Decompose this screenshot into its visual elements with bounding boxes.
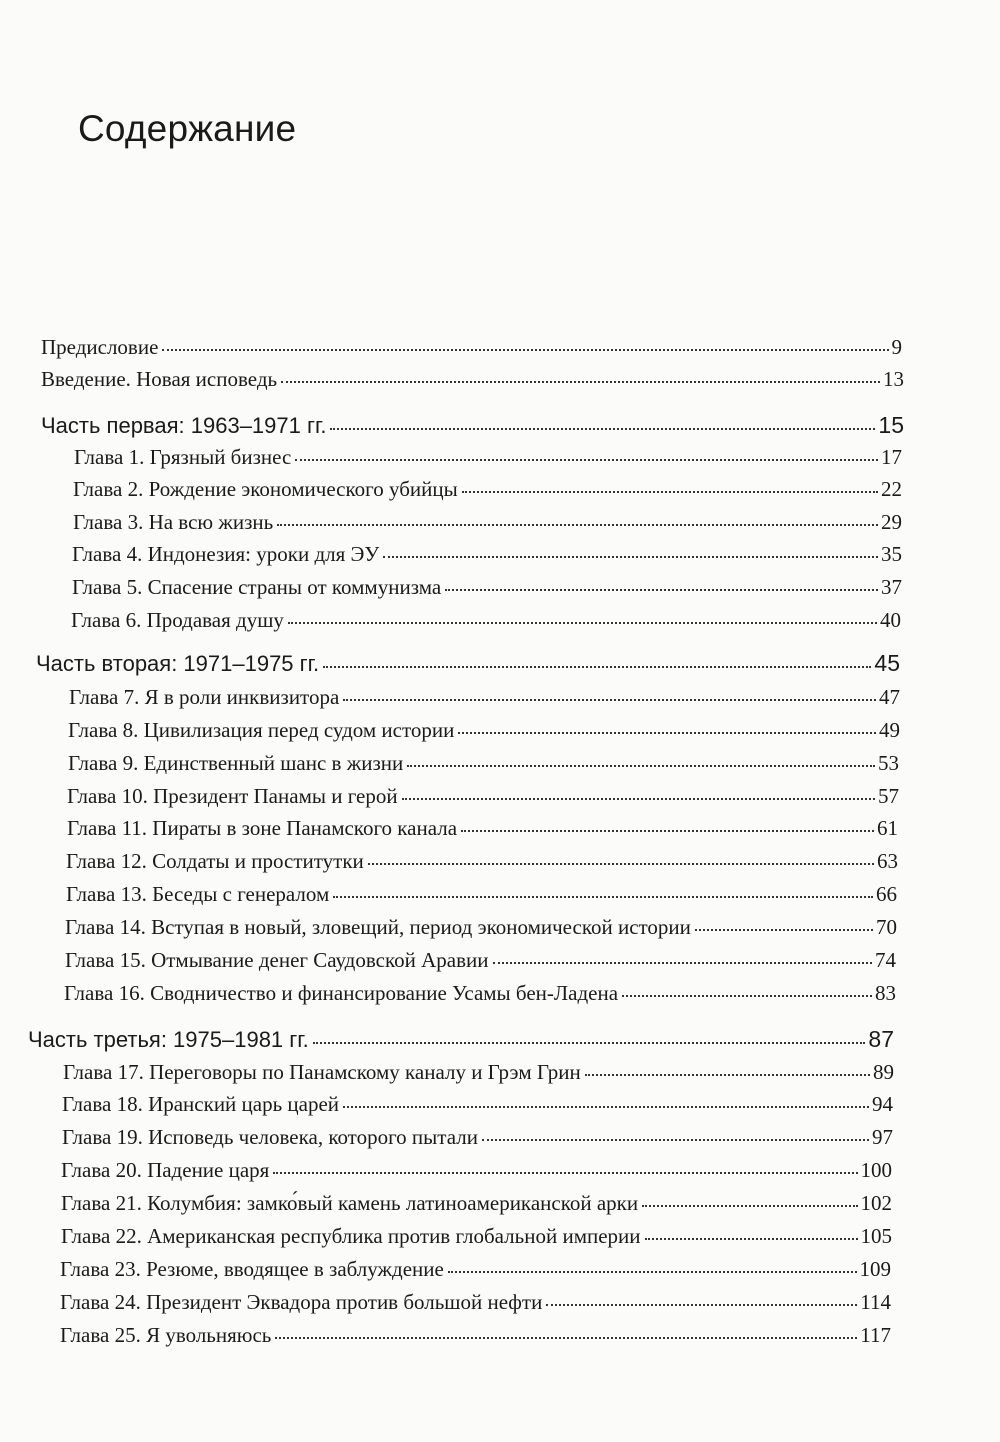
dot-leader: [458, 732, 876, 734]
toc-page-number: 102: [860, 1191, 892, 1215]
toc-page-number: 61: [877, 816, 898, 840]
toc-page-number: 57: [878, 784, 899, 808]
toc-chapter-16[interactable]: [64, 983, 896, 1004]
toc-page-number: 29: [881, 510, 902, 534]
toc-chapter-13[interactable]: [66, 884, 897, 905]
dot-leader: [313, 1042, 866, 1044]
toc-label: Глава 10. Президент Панамы и герой: [67, 784, 398, 808]
dot-leader: [448, 1271, 857, 1273]
toc-label: Глава 5. Спасение страны от коммунизма: [72, 575, 442, 599]
toc-chapter-1[interactable]: [74, 447, 902, 468]
toc-label: Глава 25. Я увольняюсь: [60, 1323, 272, 1347]
dot-leader: [281, 381, 880, 383]
toc-page-number: 105: [860, 1224, 892, 1248]
toc-label: Глава 23. Резюме, вводящее в заблуждение: [60, 1257, 444, 1281]
toc-page-number: 49: [879, 718, 900, 742]
toc-label: Глава 2. Рождение экономического убийцы: [73, 477, 458, 501]
toc-page-number: 109: [859, 1257, 891, 1281]
toc-chapter-7[interactable]: [69, 687, 900, 708]
toc-chapter-10[interactable]: [67, 786, 899, 807]
toc-page-number: 35: [881, 542, 902, 566]
dot-leader: [445, 589, 878, 591]
dot-leader: [695, 929, 873, 931]
toc-chapter-22[interactable]: [61, 1226, 892, 1247]
dot-leader: [482, 1139, 869, 1141]
toc-label: Глава 6. Продавая душу: [71, 608, 284, 632]
toc-label: Глава 11. Пираты в зоне Панамского канала: [67, 816, 458, 840]
toc-part-2[interactable]: [36, 652, 900, 675]
toc-label: Глава 16. Сводничество и финансирование Усамы бен-Ладена: [64, 981, 619, 1005]
dot-leader: [330, 428, 875, 430]
toc-page-number: 97: [872, 1125, 893, 1149]
dot-leader: [383, 556, 878, 558]
toc-label: Глава 1. Грязный бизнес: [74, 445, 292, 469]
toc-label: Часть первая: 1963–1971 гг.: [41, 413, 327, 438]
dot-leader: [273, 1172, 857, 1174]
toc-label: Глава 9. Единственный шанс в жизни: [68, 751, 404, 775]
toc-chapter-21[interactable]: [61, 1193, 892, 1214]
toc-chapter-11[interactable]: [67, 818, 898, 839]
toc-label: Предисловие: [41, 335, 159, 359]
page-title: Содержание: [78, 108, 297, 149]
toc-label: Глава 15. Отмывание денег Саудовской Аравии: [65, 948, 489, 972]
toc-chapter-23[interactable]: [60, 1259, 891, 1280]
toc-label: Глава 19. Исповедь человека, которого пытали: [62, 1125, 478, 1149]
toc-part-3[interactable]: [28, 1028, 894, 1051]
toc-page-number: 100: [860, 1158, 892, 1182]
dot-leader: [277, 524, 878, 526]
dot-leader: [622, 995, 872, 997]
toc-label: Глава 18. Иранский царь царей: [62, 1092, 340, 1116]
toc-entry-introduction[interactable]: [41, 369, 904, 390]
toc-chapter-3[interactable]: [73, 512, 902, 533]
toc-chapter-14[interactable]: [65, 917, 897, 938]
toc-page-number: 114: [860, 1290, 891, 1314]
toc-page-number: 9: [891, 335, 902, 359]
toc-chapter-19[interactable]: [62, 1127, 893, 1148]
toc-label: Глава 12. Солдаты и проститутки: [66, 849, 364, 873]
dot-leader: [462, 491, 878, 493]
dot-leader: [343, 1106, 869, 1108]
toc-page-number: 13: [883, 367, 904, 391]
toc-page-number: 89: [873, 1060, 894, 1084]
dot-leader: [323, 666, 871, 668]
toc-label: Глава 21. Колумбия: замко́вый камень латиноамериканской арки: [61, 1191, 639, 1215]
dot-leader: [585, 1074, 870, 1076]
toc-chapter-5[interactable]: [72, 577, 902, 598]
toc-label: Глава 17. Переговоры по Панамскому каналу и Грэм Грин: [63, 1060, 581, 1084]
toc-label: Глава 13. Беседы с генералом: [66, 882, 330, 906]
toc-page-number: 53: [878, 751, 899, 775]
toc-label: Часть третья: 1975–1981 гг.: [28, 1027, 309, 1052]
toc-chapter-6[interactable]: [71, 610, 901, 631]
toc-page-number: 45: [874, 650, 900, 676]
toc-chapter-8[interactable]: [68, 720, 900, 741]
toc-page-number: 15: [878, 412, 904, 438]
toc-label: Введение. Новая исповедь: [41, 367, 278, 391]
dot-leader: [407, 765, 875, 767]
dot-leader: [368, 863, 874, 865]
toc-page-number: 47: [879, 685, 900, 709]
toc-chapter-17[interactable]: [63, 1062, 894, 1083]
toc-part-1[interactable]: [41, 414, 904, 437]
toc-label: Глава 20. Падение царя: [61, 1158, 270, 1182]
toc-page-number: 70: [876, 915, 897, 939]
dot-leader: [275, 1337, 857, 1339]
dot-leader: [295, 459, 878, 461]
toc-chapter-24[interactable]: [60, 1292, 891, 1313]
toc-page-number: 22: [881, 477, 902, 501]
toc-chapter-20[interactable]: [61, 1160, 892, 1181]
toc-page-number: 74: [875, 948, 896, 972]
toc-chapter-25[interactable]: [60, 1325, 891, 1346]
toc-label: Глава 3. На всю жизнь: [73, 510, 274, 534]
dot-leader: [288, 622, 877, 624]
toc-page-number: 83: [875, 981, 896, 1005]
dot-leader: [162, 349, 888, 351]
toc-page-number: 94: [872, 1092, 893, 1116]
dot-leader: [402, 798, 875, 800]
toc-label: Глава 14. Вступая в новый, зловещий, период экономической истории: [65, 915, 691, 939]
toc-chapter-15[interactable]: [65, 950, 896, 971]
dot-leader: [461, 830, 874, 832]
toc-label: Глава 24. Президент Эквадора против большой нефти: [60, 1290, 543, 1314]
dot-leader: [642, 1205, 857, 1207]
dot-leader: [493, 962, 873, 964]
toc-page-number: 117: [860, 1323, 891, 1347]
dot-leader: [333, 896, 873, 898]
toc-page-number: 87: [868, 1026, 894, 1052]
toc-chapter-2[interactable]: [73, 479, 902, 500]
toc-page-number: 17: [881, 445, 902, 469]
toc-chapter-9[interactable]: [68, 753, 899, 774]
toc-entry-preface[interactable]: [41, 337, 902, 358]
dot-leader: [645, 1238, 858, 1240]
toc-label: Глава 7. Я в роли инквизитора: [69, 685, 340, 709]
dot-leader: [546, 1304, 857, 1306]
toc-page-number: 66: [876, 882, 897, 906]
toc-chapter-18[interactable]: [62, 1094, 893, 1115]
toc-label: Глава 8. Цивилизация перед судом истории: [68, 718, 455, 742]
toc-label: Глава 22. Американская республика против глобальной империи: [61, 1224, 641, 1248]
toc-label: Глава 4. Индонезия: уроки для ЭУ: [72, 542, 380, 566]
toc-chapter-4[interactable]: [72, 544, 902, 565]
toc-chapter-12[interactable]: [66, 851, 898, 872]
toc-label: Часть вторая: 1971–1975 гг.: [36, 651, 320, 676]
dot-leader: [343, 699, 876, 701]
toc-page-number: 63: [877, 849, 898, 873]
toc-page-number: 40: [880, 608, 901, 632]
toc-page-number: 37: [881, 575, 902, 599]
